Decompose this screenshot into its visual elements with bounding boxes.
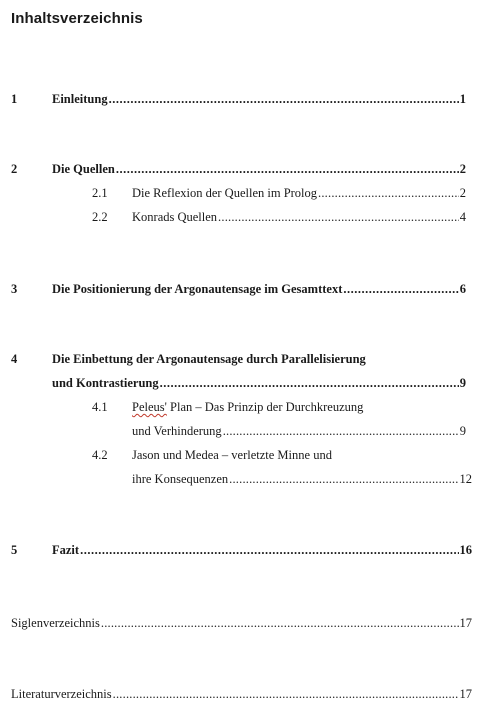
page-title: Inhaltsverzeichnis — [11, 10, 143, 27]
toc-label: Fazit — [52, 543, 80, 557]
toc-entry-siglen[interactable] — [11, 615, 472, 631]
toc-number: 4.1 — [92, 400, 108, 414]
toc-number: 2.2 — [92, 210, 108, 224]
toc-page-number: 4 — [459, 210, 466, 224]
toc-leader-dots — [80, 542, 458, 558]
toc-page-number: 2 — [459, 186, 466, 200]
toc-entry-jason[interactable] — [132, 471, 472, 487]
toc-page-number: 9 — [459, 376, 466, 390]
toc-page-number: 12 — [459, 472, 472, 486]
toc-leader-dots — [109, 91, 459, 107]
toc-label: Die Einbettung der Argonautensage durch Parallelisierung — [52, 352, 366, 366]
toc-page-number: 6 — [459, 282, 466, 296]
toc-entry-jason-line1[interactable] — [92, 447, 332, 463]
toc-label: Literaturverzeichnis — [11, 687, 112, 701]
toc-label: Die Quellen — [52, 162, 115, 176]
toc-label: Einleitung — [52, 92, 108, 106]
toc-entry-fazit[interactable] — [11, 542, 472, 558]
toc-label: und Kontrastierung — [52, 376, 159, 390]
toc-label: und Verhinderung — [132, 424, 222, 438]
toc-label: Die Reflexion der Quellen im Prolog — [132, 186, 318, 200]
toc-number: 4.2 — [92, 448, 108, 462]
toc-label: ihre Konsequenzen — [132, 472, 229, 486]
toc-leader-dots — [223, 423, 459, 439]
toc-page-number: 2 — [459, 162, 466, 176]
toc-leader-dots — [113, 686, 459, 702]
toc-page-number: 1 — [459, 92, 466, 106]
toc-number: 2.1 — [92, 186, 108, 200]
toc-label: Siglenverzeichnis — [11, 616, 100, 630]
toc-entry-quellen[interactable] — [11, 161, 466, 177]
toc-entry-peleus-line1[interactable] — [92, 399, 363, 415]
toc-entry-peleus[interactable] — [132, 423, 466, 439]
toc-leader-dots — [343, 281, 458, 297]
toc-number: 5 — [11, 543, 18, 557]
toc-leader-dots — [218, 209, 459, 225]
toc-number: 4 — [11, 352, 18, 366]
toc-number: 1 — [11, 92, 18, 106]
toc-entry-einbettung-line1[interactable] — [11, 351, 366, 367]
toc-leader-dots — [318, 185, 459, 201]
toc-label: Plan – Das Prinzip der Durchkreuzung — [166, 400, 364, 414]
toc-entry-einbettung[interactable] — [52, 375, 466, 391]
toc-page-number: 16 — [459, 543, 472, 557]
toc-number: 2 — [11, 162, 18, 176]
toc-page-number: 17 — [459, 616, 472, 630]
toc-entry-konrad[interactable] — [92, 209, 466, 225]
toc-entry-reflexion[interactable] — [92, 185, 466, 201]
toc-label: Jason und Medea – verletzte Minne und — [132, 448, 332, 462]
toc-entry-literatur[interactable] — [11, 686, 472, 702]
toc-leader-dots — [160, 375, 459, 391]
toc-label: Die Positionierung der Argonautensage im Gesamttext — [52, 282, 343, 296]
toc-leader-dots — [101, 615, 459, 631]
toc-entry-positionierung[interactable] — [11, 281, 466, 297]
toc-leader-dots — [229, 471, 458, 487]
toc-label-word: Peleus' — [132, 400, 167, 414]
toc-number: 3 — [11, 282, 18, 296]
toc-page-number: 9 — [459, 424, 466, 438]
toc-label: Konrads Quellen — [132, 210, 218, 224]
toc-page-number: 17 — [459, 687, 472, 701]
toc-entry-einleitung[interactable] — [11, 91, 466, 107]
toc-leader-dots — [116, 161, 459, 177]
